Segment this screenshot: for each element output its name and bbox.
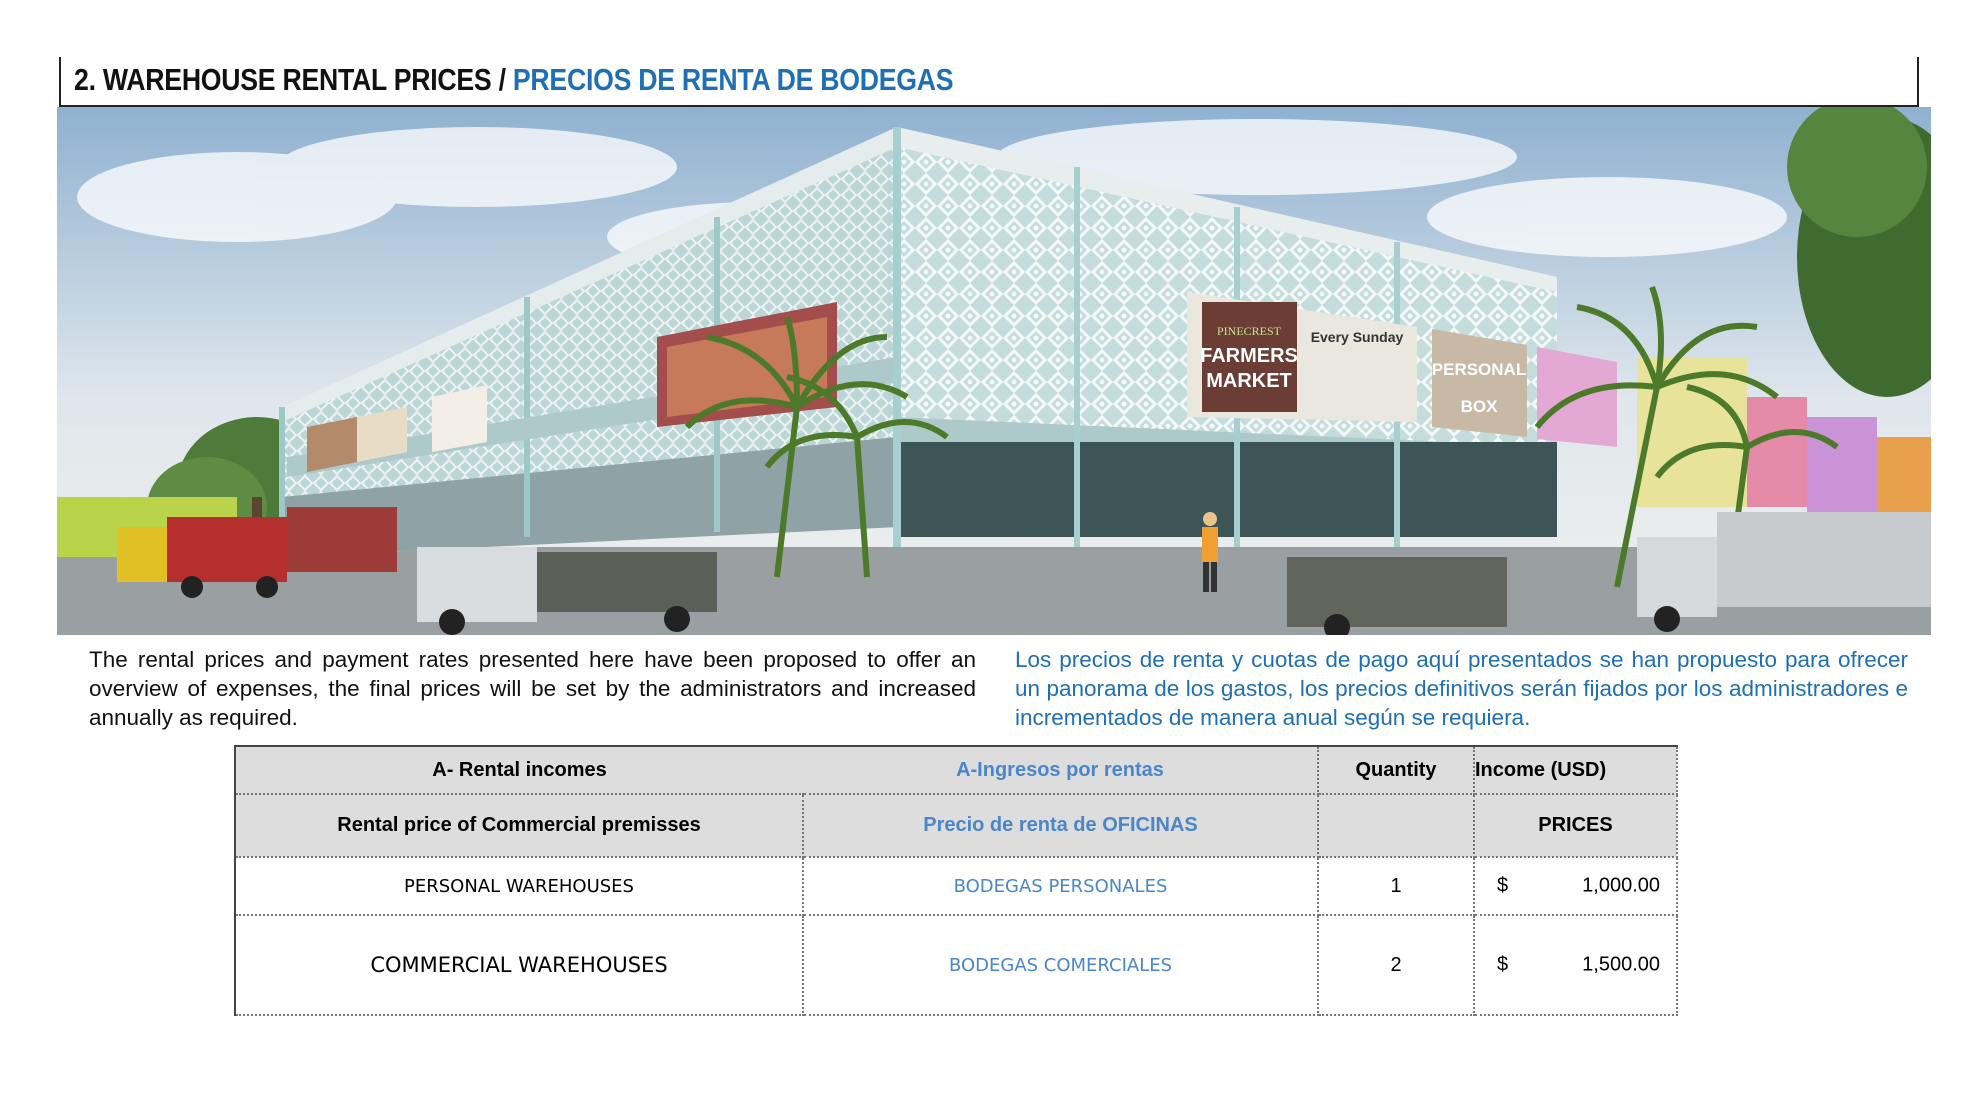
row-amount: 1,500.00 <box>1582 953 1660 976</box>
row-quantity: 2 <box>1318 915 1474 1015</box>
row-amount: 1,000.00 <box>1582 874 1660 897</box>
row-name-es: BODEGAS PERSONALES <box>803 857 1318 915</box>
header-rental-incomes: A- Rental incomes <box>235 746 803 794</box>
sign-pinecrest: PINECREST <box>1216 324 1282 338</box>
sign-every-sunday: Every Sunday <box>1310 329 1404 345</box>
row-name-en: COMMERCIAL WAREHOUSES <box>235 915 803 1015</box>
header-precio-de-renta: Precio de renta de OFICINAS <box>803 794 1318 857</box>
header-income-usd: Income (USD) <box>1474 746 1677 794</box>
warehouse-rendering-svg <box>57 107 1931 635</box>
sign-market: MARKET <box>1206 370 1292 392</box>
row-currency: $ <box>1497 874 1509 897</box>
table-row <box>235 915 1677 1015</box>
intro-english: The rental prices and payment rates presented here have been proposed to offer an overview of expenses, the final prices will be set by the administrators and increased annually as required. <box>89 647 976 730</box>
row-name-es: BODEGAS COMERCIALES <box>803 915 1318 1015</box>
intro-spanish: Los precios de renta y cuotas de pago aquí presentados se han propuesto para ofrecer un panorama de los gastos, los precios definitivos serán fijados por los administradores e incrementados de manera anual según se requiera. <box>1015 647 1908 730</box>
row-quantity: 1 <box>1318 857 1474 915</box>
table-row <box>235 857 1677 915</box>
header-rental-price-commercial: Rental price of Commercial premisses <box>235 794 803 857</box>
row-price <box>1474 915 1677 1015</box>
row-name-en: PERSONAL WAREHOUSES <box>235 857 803 915</box>
sign-farmers: FARMERS <box>1200 345 1298 367</box>
title-english: 2. WAREHOUSE RENTAL PRICES <box>74 62 492 97</box>
title-separator: / <box>491 62 513 97</box>
row-price <box>1474 857 1677 915</box>
header-quantity: Quantity <box>1318 746 1474 794</box>
row-currency: $ <box>1497 953 1509 976</box>
header-ingresos-por-rentas: A-Ingresos por rentas <box>803 746 1318 794</box>
sign-personal: PERSONAL <box>1431 360 1527 379</box>
table-header-row-1 <box>235 746 1677 794</box>
table-header-row-2 <box>235 794 1677 857</box>
header-quantity-blank <box>1318 794 1474 857</box>
warehouse-rendering <box>57 107 1931 635</box>
page-title <box>74 62 953 98</box>
header-prices: PRICES <box>1474 794 1677 857</box>
title-spanish: PRECIOS DE RENTA DE BODEGAS <box>512 62 954 97</box>
rental-prices-table <box>234 745 1678 1016</box>
sign-box: BOX <box>1460 397 1498 416</box>
